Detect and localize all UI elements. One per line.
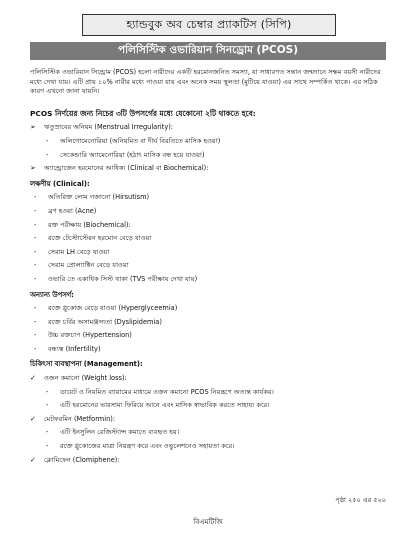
list-item	[30, 164, 386, 174]
list-item	[30, 442, 386, 452]
management-item-label: ক্লোমিফেন (Clomiphene):	[44, 455, 120, 464]
dash-bullet: -	[34, 261, 37, 270]
intro-paragraph: পলিসিস্টিক ওভারিয়ান সিন্ড্রোম (PCOS) হলো নারীদের একটি হরমোনজনিত সমস্যা, যা সাধারণত সন্তান জন্মদানে সক্ষম বয়সী নারীদের মধ্যে দেখা যায়। এটি প্রায় ১০% নারীর মধ্যে পাওয়া যায় এবং অনেক সময় স্থূলতা (মুটিয়ে যাওয়া) এর সাথে সম্পর্কিত থাকে। এর সঠিক কারণ এখনো জানা যায়নি।	[30, 68, 381, 96]
dash-bullet: -	[46, 428, 49, 437]
dash-bullet: -	[34, 220, 37, 229]
criteria-item-label: ঋতুস্রাবের অনিয়ম (Menstrual Irregularity):	[44, 123, 174, 132]
list-item	[30, 193, 386, 203]
sign-item: সেরাম প্রোল্যাক্টিন বেড়ে যাওয়া	[48, 261, 129, 270]
criteria-list	[30, 123, 386, 173]
other-item: রক্তে চর্বির অসামঞ্জস্যতা (Dyslipidemia)	[48, 317, 162, 326]
list-item	[30, 388, 386, 398]
sign-item: রক্তে টেস্টোস্টেরন হরমোন বেড়ে যাওয়া	[48, 234, 152, 243]
list-item	[30, 428, 386, 438]
list-item	[30, 401, 386, 411]
management-sub-item: এটি হরমোনের ভারসাম্য ফিরিয়ে আনে এবং মাসিক স্বাভাবিক করতে সাহায্য করে।	[60, 401, 270, 410]
other-item: উচ্চ রক্তচাপ (Hypertension)	[48, 331, 132, 340]
list-item	[30, 304, 386, 314]
list-item	[30, 234, 386, 244]
criteria-item-label: অ্যান্ড্রোজেন হরমোনের আধিক্য (Clinical বা Biochemical):	[44, 164, 209, 173]
other-heading: অন্যান্য উপসর্গ:	[30, 290, 74, 299]
dash-bullet: -	[34, 317, 37, 326]
check-bullet-icon: ✓	[30, 414, 36, 423]
sign-item: অতিরিক্ত লোম গজানো (Hirsutism)	[48, 193, 150, 202]
dash-bullet: -	[46, 136, 49, 145]
dash-bullet: -	[46, 150, 49, 159]
management-item-label: মেটফরমিন (Metformin):	[44, 414, 116, 423]
list-item	[30, 318, 386, 328]
dash-bullet: -	[34, 304, 37, 313]
section-title: পলিসিস্টিক ওভারিয়ান সিনড্রোম (PCOS)	[117, 43, 299, 56]
dash-bullet: -	[34, 274, 37, 283]
management-sub-item: রক্তে গ্লুকোজের মাত্রা নিয়ন্ত্রণ করে এবং ওভুলেশনেও সহায়তা করে।	[60, 442, 235, 451]
list-item	[30, 275, 386, 285]
section-title-bar	[30, 42, 386, 60]
list-item	[30, 261, 386, 271]
criteria-heading: PCOS নির্ণয়ের জন্য নিচের ৩টি উপসর্গের মধ্যে যেকোনো ২টি থাকতে হবে:	[30, 108, 256, 118]
other-item: রক্তে গ্লুকোজ বেড়ে যাওয়া (Hyperglyceemia)	[48, 304, 178, 313]
dash-bullet: -	[34, 331, 37, 340]
management-sub-item: এটি ইনসুলিন রেজিস্ট্যান্স কমাতে ব্যবহৃত হয়।	[60, 428, 180, 437]
list-item	[30, 415, 386, 425]
arrow-bullet-icon: ➢	[30, 164, 36, 173]
list-item	[30, 331, 386, 341]
signs-list	[30, 193, 386, 284]
criteria-sub-item: সেকেন্ডারি অ্যামেনোরিয়া (হঠাৎ মাসিক বন্ধ হয়ে যাওয়া)	[60, 150, 205, 159]
management-heading: চিকিৎসা ব্যবস্থাপনা (Management):	[30, 360, 143, 369]
page-number: পৃষ্ঠা ২৫০ এর ৫২০	[335, 496, 386, 504]
arrow-bullet-icon: ➢	[30, 123, 36, 132]
dash-bullet: -	[34, 344, 37, 353]
check-bullet-icon: ✓	[30, 374, 36, 383]
list-item	[30, 248, 386, 258]
dash-bullet: -	[34, 206, 37, 215]
dash-bullet: -	[34, 247, 37, 256]
management-item-label: ওজন কমানো (Weight loss):	[44, 374, 127, 383]
list-item	[30, 374, 386, 384]
management-list	[30, 374, 386, 465]
sign-item: সেরাম LH বেড়ে যাওয়া	[48, 247, 110, 256]
sign-item: রক্ত পরীক্ষায় (Biochemical):	[48, 220, 131, 229]
list-item	[30, 345, 386, 355]
page-footer: বিএমটিজি	[193, 518, 223, 526]
dash-bullet: -	[34, 193, 37, 202]
list-item	[30, 123, 386, 133]
criteria-sub-item: অলিগোমেনোরিয়া (অনিয়মিত বা দীর্ঘ বিরতিতে মাসিক হওয়া)	[60, 136, 221, 145]
signs-heading: লক্ষণীয় (Clinical):	[30, 179, 90, 188]
list-item	[30, 456, 386, 466]
other-list	[30, 304, 386, 354]
book-title: হ্যান্ডবুক অব চেম্বার প্র্যাকটিস (সিপি)	[126, 17, 292, 31]
management-sub-item: ডায়েট ও নিয়মিত ব্যায়ামের মাধ্যমে ওজন কমানো PCOS নিয়ন্ত্রণে অত্যন্ত কার্যকর।	[60, 387, 274, 396]
dash-bullet: -	[34, 234, 37, 243]
list-item	[30, 151, 386, 161]
list-item	[30, 137, 386, 147]
other-item: বন্ধ্যত্ব (Infertility)	[48, 344, 101, 353]
dash-bullet: -	[46, 387, 49, 396]
sign-item: ওভারি তে একাধিক সিস্ট থাকা (TVS পরীক্ষায় দেখা যায়)	[48, 274, 198, 283]
book-header	[82, 14, 336, 36]
list-item	[30, 207, 386, 217]
document-body	[30, 68, 386, 471]
dash-bullet: -	[46, 401, 49, 410]
check-bullet-icon: ✓	[30, 455, 36, 464]
list-item	[30, 221, 386, 231]
dash-bullet: -	[46, 442, 49, 451]
sign-item: ব্রণ হওয়া (Acne)	[48, 206, 97, 215]
